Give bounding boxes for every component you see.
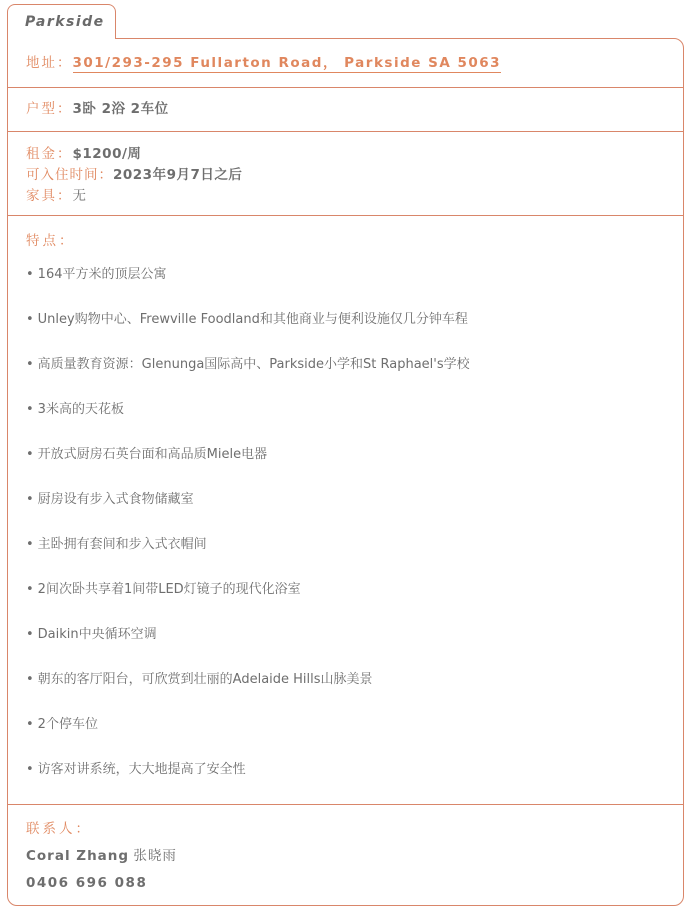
rent-section [8,132,683,216]
furniture-value: 无 [72,188,87,204]
contact-name: Coral Zhang [26,848,130,864]
rent-row [26,145,141,163]
feature-item [26,716,470,761]
bullet-icon: • [26,672,34,687]
feature-item [26,536,470,581]
rent-label: 租金： [26,146,73,162]
feature-text: 164平方米的顶层公寓 [37,267,167,282]
feature-text: 开放式厨房石英台面和高品质Miele电器 [37,447,268,462]
feature-text: 高质量教育资源：Glenunga国际高中、Parkside小学和St Raphael's学校 [37,357,470,372]
bullet-icon: • [26,447,34,462]
furniture-label: 家具： [26,188,73,204]
bullet-icon: • [26,582,34,597]
bullet-icon: • [26,537,34,552]
move-in-value: 2023年9月7日之后 [113,167,243,183]
feature-text: 3米高的天花板 [37,402,124,417]
feature-item [26,356,470,401]
contact-phone[interactable]: 0406 696 088 [26,875,148,891]
address-link[interactable]: 301/293-295 Fullarton Road， Parkside SA 5063 [72,55,502,71]
suburb-tab [7,4,116,39]
feature-text: 2间次卧共享着1间带LED灯镜子的现代化浴室 [37,582,301,597]
bullet-icon: • [26,267,34,282]
bullet-icon: • [26,357,34,372]
contact-phone-row [26,874,147,892]
contact-name-cn: 张晓雨 [133,848,177,864]
move-in-row [26,166,242,184]
layout-section [8,88,683,132]
feature-item [26,311,470,356]
layout-row [26,100,169,118]
rent-value: $1200/周 [72,146,142,162]
feature-text: 2个停车位 [37,717,98,732]
bullet-icon: • [26,312,34,327]
contact-label-row [26,820,92,838]
feature-item [26,761,470,806]
feature-item [26,626,470,671]
features-list [26,266,470,806]
bullet-icon: • [26,627,34,642]
feature-item [26,581,470,626]
features-title: 特点： [26,233,76,249]
feature-item [26,266,470,311]
layout-value: 3卧 2浴 2车位 [72,101,169,117]
suburb-title: Parkside [25,14,105,30]
bullet-icon: • [26,402,34,417]
feature-text: 访客对讲系统，大大地提高了安全性 [37,762,246,777]
feature-item [26,446,470,491]
feature-item [26,671,470,716]
feature-item [26,401,470,446]
bullet-icon: • [26,492,34,507]
contact-section [8,805,683,905]
features-section [8,216,683,805]
feature-text: 厨房设有步入式食物储藏室 [37,492,194,507]
contact-label: 联系人： [26,821,92,837]
feature-item [26,491,470,536]
listing-card [7,38,684,906]
address-label: 地址： [26,55,73,71]
feature-text: 朝东的客厅阳台，可欣赏到壮丽的Adelaide Hills山脉美景 [37,672,373,687]
feature-text: 主卧拥有套间和步入式衣帽间 [37,537,207,552]
contact-name-row [26,847,177,865]
furniture-row [26,187,87,205]
layout-label: 户型： [26,101,73,117]
feature-text: Unley购物中心、Frewville Foodland和其他商业与便利设施仅几分钟车程 [37,312,468,327]
address-row [26,54,501,72]
feature-text: Daikin中央循环空调 [37,627,157,642]
bullet-icon: • [26,717,34,732]
address-section [8,39,683,88]
bullet-icon: • [26,762,34,777]
move-in-label: 可入住时间： [26,167,113,183]
